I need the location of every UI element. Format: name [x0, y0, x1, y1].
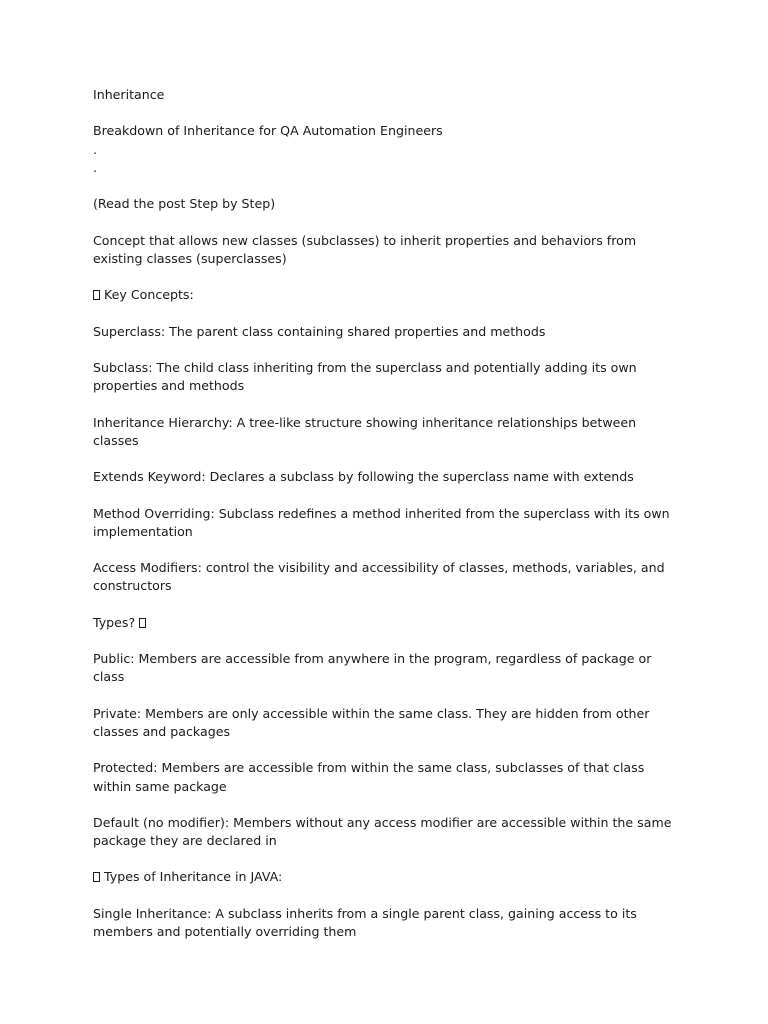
instruction-text: (Read the post Step by Step)	[93, 196, 276, 212]
definition-paragraph: Concept that allows new classes (subclasses) to inherit properties and behaviors from existing classes (superclasses)	[93, 232, 637, 266]
access-modifiers-paragraph: Access Modifiers: control the visibility and accessibility of classes, methods, variables, and constructors	[93, 560, 665, 594]
document-title: Inheritance	[93, 87, 165, 102]
missing-glyph-icon	[139, 618, 146, 628]
key-concepts-heading	[93, 286, 683, 304]
public-paragraph: Public: Members are accessible from anywhere in the program, regardless of package or class	[93, 651, 652, 685]
protected-paragraph: Protected: Members are accessible from within the same class, subclasses of that class within same package	[93, 760, 645, 794]
single-inheritance-paragraph: Single Inheritance: A subclass inherits from a single parent class, gaining access to its members and potentially overriding them	[93, 905, 637, 940]
separator-dot-1: .	[93, 141, 98, 157]
key-concepts-label: Key Concepts:	[104, 287, 194, 303]
subclass-paragraph: Subclass: The child class inheriting from the superclass and potentially adding its own properties and methods	[93, 359, 637, 394]
hierarchy-paragraph: Inheritance Hierarchy: A tree-like structure showing inheritance relationships between classes	[93, 414, 637, 448]
types-question	[93, 614, 683, 632]
superclass-paragraph: Superclass: The parent class containing shared properties and methods	[93, 323, 546, 339]
missing-glyph-icon	[93, 290, 100, 300]
types-heading-label: Types of Inheritance in JAVA:	[104, 869, 283, 885]
extends-paragraph: Extends Keyword: Declares a subclass by following the superclass name with extends	[93, 469, 634, 485]
default-paragraph: Default (no modifier): Members without any access modifier are accessible within the same package they are declared in	[93, 814, 672, 849]
types-heading	[93, 868, 683, 886]
document-subtitle: Breakdown of Inheritance for QA Automation Engineers	[93, 123, 443, 139]
private-paragraph: Private: Members are only accessible within the same class. They are hidden from other classes and packages	[93, 705, 650, 739]
document-body	[93, 86, 683, 959]
missing-glyph-icon	[93, 872, 100, 882]
types-question-label: Types?	[93, 614, 136, 630]
separator-dot-2: .	[93, 159, 98, 175]
overriding-paragraph: Method Overriding: Subclass redefines a method inherited from the superclass with its own implementation	[93, 505, 670, 539]
